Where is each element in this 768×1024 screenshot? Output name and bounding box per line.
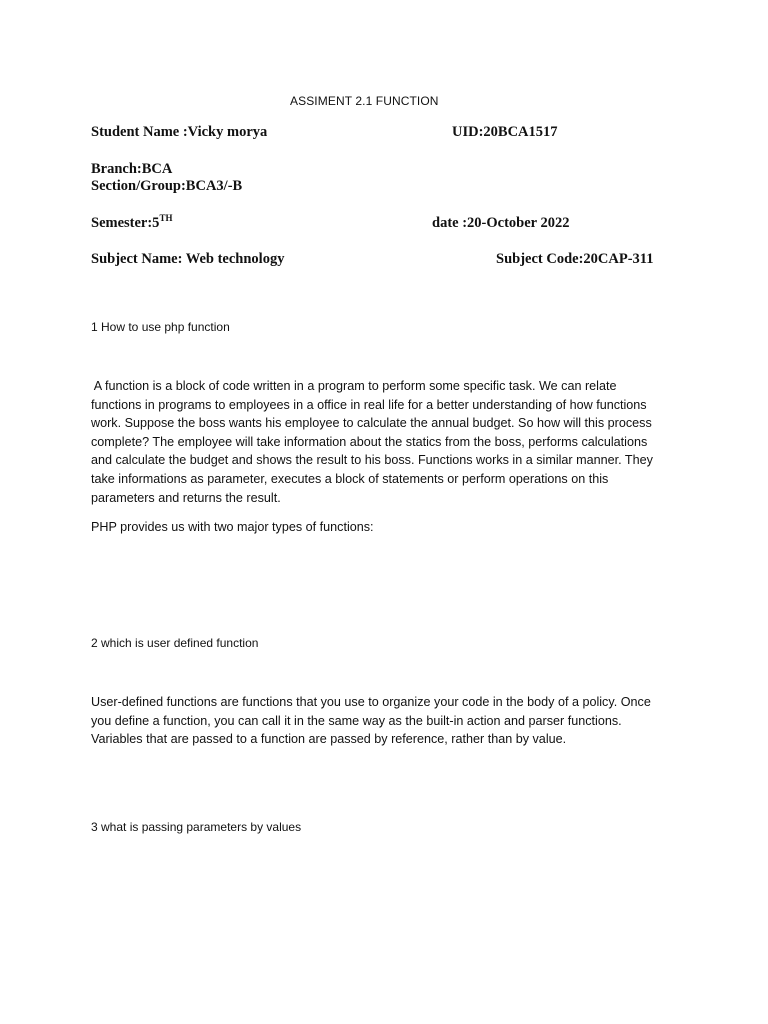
assignment-title: ASSIMENT 2.1 FUNCTION [290,94,439,108]
question-1-answer [91,377,653,507]
branch: Branch:BCA [91,161,173,177]
question-3-heading: 3 what is passing parameters by values [91,820,302,834]
semester-text: Semester:5 [91,215,160,231]
function-types-line: PHP provides us with two major types of functions: [91,520,374,534]
answer-line: complete? The employee will take information about the statics from the boss, performs calculations [91,434,648,449]
answer-line: User-defined functions are functions that you use to organize your code in the body of a policy. Once [91,695,651,709]
student-uid: UID:20BCA1517 [452,124,558,140]
section-group: Section/Group:BCA3/-B [91,178,243,194]
answer-line: work. Suppose the boss wants his employee to calculate the annual budget. So how will this process [91,416,652,431]
answer-line: Variables that are passed to a function are passed by reference, rather than by value. [91,732,567,747]
answer-line: functions in programs to employees in a office in real life for a better understanding of how functions [91,397,647,412]
semester [91,215,172,232]
question-2-heading: 2 which is user defined function [91,636,259,650]
answer-line: A function is a block of code written in a program to perform some specific task. We can relate [91,379,617,393]
question-2-answer [91,693,651,749]
submission-date: date :20-October 2022 [432,215,570,231]
subject-code: Subject Code:20CAP-311 [496,251,654,267]
subject-name: Subject Name: Web technology [91,251,285,267]
answer-line: you define a function, you can call it in the same way as the built-in action and parser functions. [91,713,622,728]
answer-line: and calculate the budget and shows the result to his boss. Functions works in a similar manner. They [91,453,653,468]
answer-line: parameters and returns the result. [91,490,281,505]
answer-line: take informations as parameter, executes a block of statements or perform operations on this [91,471,609,486]
semester-superscript: TH [159,213,173,224]
question-1-heading: 1 How to use php function [91,320,230,334]
student-name: Student Name :Vicky morya [91,124,268,140]
